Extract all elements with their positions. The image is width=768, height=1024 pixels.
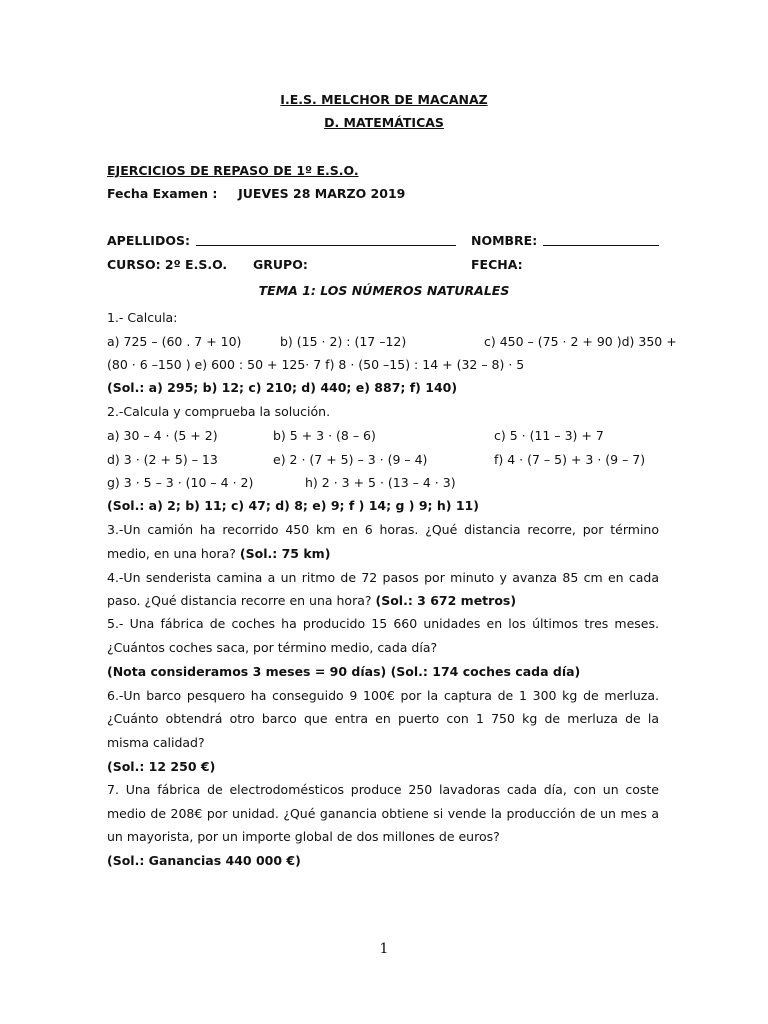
exercise-6-line2: ¿Cuánto obtendrá otro barco que entra en puerto con 1 750 kg de merluza de la (107, 711, 659, 726)
exercise-1-heading: 1.- Calcula: (107, 310, 178, 325)
name-field[interactable] (543, 233, 659, 246)
exam-date-line (107, 186, 405, 202)
surname-field[interactable] (196, 233, 456, 246)
date-label: FECHA: (471, 257, 523, 272)
exercise-6-solution: (Sol.: 12 250 €) (107, 759, 216, 774)
exercise-2-e: e) 2 · (7 + 5) – 3 · (9 – 4) (273, 452, 428, 467)
surname-label: APELLIDOS: (107, 233, 190, 248)
exercise-3-line2 (107, 546, 330, 562)
worksheet-title: EJERCICIOS DE REPASO DE 1º E.S.O. (107, 163, 359, 178)
exam-date: JUEVES 28 MARZO 2019 (238, 186, 406, 201)
exercise-4-question: paso. ¿Qué distancia recorre en una hora? (107, 593, 372, 608)
exercise-4-solution: (Sol.: 3 672 metros) (375, 593, 517, 608)
exercise-2-c: c) 5 · (11 – 3) + 7 (494, 428, 604, 443)
exercise-2-h: h) 2 · 3 + 5 · (13 – 4 · 3) (305, 475, 456, 490)
exercise-3-solution: (Sol.: 75 km) (239, 546, 331, 561)
course-label: CURSO: 2º E.S.O. (107, 257, 228, 272)
exercise-2-b: b) 5 + 3 · (8 – 6) (273, 428, 376, 443)
exam-date-label: Fecha Examen : (107, 186, 218, 201)
exercise-7-solution: (Sol.: Ganancias 440 000 €) (107, 853, 301, 868)
school-name: I.E.S. MELCHOR DE MACANAZ (280, 92, 488, 107)
topic-title: TEMA 1: LOS NÚMEROS NATURALES (258, 283, 510, 298)
exercise-1-c: c) 450 – (75 · 2 + 90 )d) 350 + (484, 334, 677, 349)
exercise-2-solution: (Sol.: a) 2; b) 11; c) 47; d) 8; e) 9; f ) 14; g ) 9; h) 11) (107, 498, 479, 513)
name-label: NOMBRE: (471, 233, 538, 248)
exercise-2-heading: 2.-Calcula y comprueba la solución. (107, 404, 331, 419)
page-number: 1 (379, 941, 389, 957)
exercise-7-line1: 7. Una fábrica de electrodomésticos produce 250 lavadoras cada día, con un coste (107, 782, 659, 797)
exercise-5-note: (Nota consideramos 3 meses = 90 días) (Sol.: 174 coches cada día) (107, 664, 581, 679)
exercise-5-line2: ¿Cuántos coches saca, por término medio, cada día? (107, 640, 438, 655)
exercise-6-line1: 6.-Un barco pesquero ha conseguido 9 100€ por la captura de 1 300 kg de merluza. (107, 688, 659, 703)
exercise-1-a: a) 725 – (60 . 7 + 10) (107, 334, 242, 349)
exercise-4-line1: 4.-Un senderista camina a un ritmo de 72 pasos por minuto y avanza 85 cm en cada (107, 570, 659, 585)
group-label: GRUPO: (253, 257, 308, 272)
exercise-7-line2: medio de 208€ por unidad. ¿Qué ganancia obtiene si vende la producción de un mes a (107, 806, 659, 821)
exercise-1-solution: (Sol.: a) 295; b) 12; c) 210; d) 440; e) 887; f) 140) (107, 380, 458, 395)
exercise-2-f: f) 4 · (7 – 5) + 3 · (9 – 7) (494, 452, 646, 467)
exercise-3-line1: 3.-Un camión ha recorrido 450 km en 6 horas. ¿Qué distancia recorre, por término (107, 522, 659, 537)
exercise-6-line3: misma calidad? (107, 735, 205, 750)
exercise-1-b: b) (15 · 2) : (17 –12) (280, 334, 407, 349)
exercise-3-question: medio, en una hora? (107, 546, 236, 561)
exercise-4-line2 (107, 593, 516, 609)
exercise-2-a: a) 30 – 4 · (5 + 2) (107, 428, 218, 443)
exercise-5-line1: 5.- Una fábrica de coches ha producido 15 660 unidades en los últimos tres meses. (107, 616, 659, 631)
department-name: D. MATEMÁTICAS (324, 115, 444, 130)
exercise-7-line3: un mayorista, por un importe global de dos millones de euros? (107, 829, 500, 844)
exercise-2-d: d) 3 · (2 + 5) – 13 (107, 452, 218, 467)
exercise-1-line2: (80 · 6 –150 ) e) 600 : 50 + 125· 7 f) 8 · (50 –15) : 14 + (32 – 8) · 5 (107, 357, 525, 372)
exercise-2-g: g) 3 · 5 – 3 · (10 – 4 · 2) (107, 475, 254, 490)
